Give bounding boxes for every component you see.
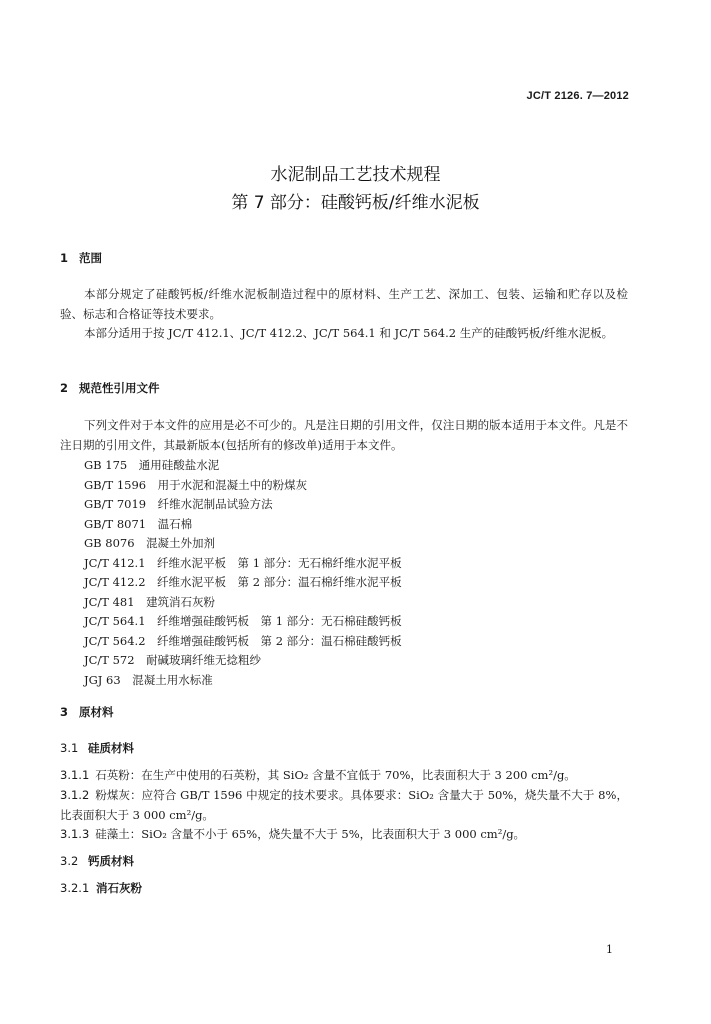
subsection-number: 3.2.1 [60, 881, 90, 895]
scope-paragraph-1: 本部分规定了硅酸钙板/纤维水泥板制造过程中的原材料、生产工艺、深加工、包装、运输和贮存以及检验、标志和合格证等技术要求。 [60, 287, 628, 321]
subsection-heading-siliceous [60, 740, 134, 756]
clause-3-1-1 [60, 766, 628, 786]
reference-item: GB 8076 混凝土外加剂 [84, 536, 216, 550]
section-title: 规范性引用文件 [79, 381, 160, 395]
clause-number: 3.1.1 [60, 768, 90, 782]
reference-item: JC/T 412.2 纤维水泥平板 第 2 部分：温石棉纤维水泥平板 [84, 575, 402, 589]
subsection-heading-slaked-lime [60, 880, 142, 896]
subsection-title: 钙质材料 [88, 854, 134, 868]
reference-list [84, 456, 402, 690]
subsection-title: 消石灰粉 [96, 881, 142, 895]
references-intro-paragraph: 下列文件对于本文件的应用是必不可少的。凡是注日期的引用文件，仅注日期的版本适用于本文件。凡是不注日期的引用文件，其最新版本(包括所有的修改单)适用于本文件。 [60, 418, 628, 452]
clause-text: 石英粉：在生产中使用的石英粉，其 SiO₂ 含量不宜低于 70%，比表面积大于 3 200 cm²/g。 [95, 768, 576, 782]
document-subtitle: 第 7 部分：硅酸钙板/纤维水泥板 [231, 193, 480, 213]
clause-3-1-3 [60, 825, 628, 845]
page-number: 1 [606, 943, 613, 956]
reference-item: JGJ 63 混凝土用水标准 [84, 672, 213, 687]
clause-number: 3.1.2 [60, 788, 90, 802]
section-heading-scope [60, 250, 102, 266]
reference-item: GB 175 通用硅酸盐水泥 [84, 458, 220, 472]
section-title: 范围 [79, 251, 102, 265]
reference-item: GB/T 7019 纤维水泥制品试验方法 [84, 497, 273, 511]
section-heading-normative-references [60, 380, 160, 396]
reference-item: JC/T 564.2 纤维增强硅酸钙板 第 2 部分：温石棉硅酸钙板 [84, 633, 402, 648]
reference-item: GB/T 8071 温石棉 [84, 516, 193, 531]
section-number: 1 [60, 251, 69, 265]
subsection-number: 3.2 [60, 854, 79, 868]
subsection-number: 3.1 [60, 741, 79, 755]
section-title: 原材料 [79, 705, 114, 719]
reference-item: JC/T 412.1 纤维水泥平板 第 1 部分：无石棉纤维水泥平板 [84, 555, 402, 570]
reference-item: GB/T 1596 用于水泥和混凝土中的粉煤灰 [84, 477, 308, 492]
section-heading-raw-materials [60, 704, 114, 720]
scope-paragraph-2: 本部分适用于按 JC/T 412.1、JC/T 412.2、JC/T 564.1 和 JC/T 564.2 生产的硅酸钙板/纤维水泥板。 [84, 326, 614, 340]
standard-code: JC/T 2126. 7—2012 [526, 90, 629, 102]
clause-text: 粉煤灰：应符合 GB/T 1596 中规定的技术要求。具体要求：SiO₂ 含量大于 50%，烧失量不大于 8%，比表面积大于 3 000 cm²/g。 [60, 788, 628, 822]
section-number: 2 [60, 381, 69, 395]
subsection-heading-calcareous [60, 853, 134, 869]
clause-number: 3.1.3 [60, 827, 90, 841]
subsection-title: 硅质材料 [88, 741, 134, 755]
section-number: 3 [60, 705, 69, 719]
reference-item: JC/T 564.1 纤维增强硅酸钙板 第 1 部分：无石棉硅酸钙板 [84, 614, 402, 628]
reference-item: JC/T 572 耐碱玻璃纤维无捻粗纱 [84, 653, 262, 667]
document-title: 水泥制品工艺技术规程 [270, 165, 441, 185]
clause-text: 硅藻土：SiO₂ 含量不小于 65%，烧失量不大于 5%，比表面积大于 3 000 cm²/g。 [95, 827, 526, 841]
clause-3-1-2 [60, 786, 628, 825]
reference-item: JC/T 481 建筑消石灰粉 [84, 594, 216, 609]
